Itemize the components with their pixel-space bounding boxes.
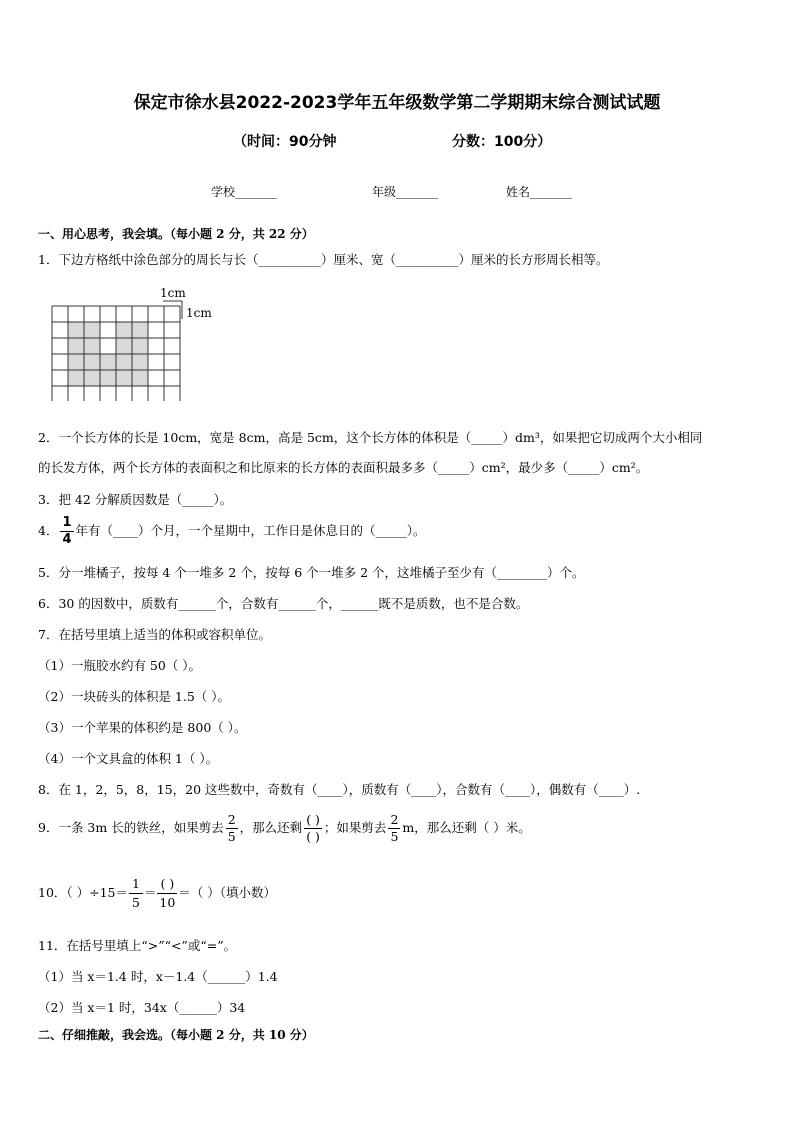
shaded-cell [132, 370, 148, 386]
q10-fraction-1 [129, 875, 143, 912]
shaded-cell [132, 338, 148, 354]
shaded-cell [116, 370, 132, 386]
question-11: 11．在括号里填上“>”“<”或“=”。 [38, 938, 237, 953]
shaded-cell [132, 354, 148, 370]
q9-part-4: m，那么还剩（ ）米。 [402, 820, 531, 835]
shaded-cell [116, 338, 132, 354]
q9-fraction-2 [388, 812, 400, 845]
q9-fraction-blank-num: ( ) [306, 812, 320, 827]
question-6: 6．30 的因数中，质数有______个，合数有______个，______既不是质数，也不是合数。 [38, 596, 529, 611]
shaded-cell [68, 370, 84, 386]
question-10 [38, 875, 276, 912]
question-11-item-2: （2）当 x＝1 时，34x（______）34 [38, 1000, 246, 1015]
exam-time: （时间：90分钟 [233, 134, 337, 150]
shaded-cell [100, 354, 116, 370]
grid-figure [51, 305, 191, 401]
page-title: 保定市徐水县2022-2023学年五年级数学第二学期期末综合测试试题 [133, 93, 661, 113]
shaded-cell [116, 354, 132, 370]
shaded-cell [132, 322, 148, 338]
q10-fraction-1-num: 1 [129, 875, 143, 894]
shaded-cell [100, 370, 116, 386]
q10-fraction-2-num: ( ) [157, 875, 177, 894]
shaded-cell [116, 322, 132, 338]
shaded-cell [84, 322, 100, 338]
fraction-quarter [60, 515, 73, 548]
q10-part-2: ＝（ ）（填小数） [178, 885, 276, 900]
q10-equals: ＝ [143, 885, 157, 900]
shaded-cell [84, 338, 100, 354]
question-7-item-4: （4）一个文具盒的体积 1（ ）。 [38, 751, 219, 766]
q10-part-1: 10．（ ）÷15＝ [38, 885, 129, 900]
q9-fraction-blank [304, 812, 322, 845]
shaded-cell [68, 354, 84, 370]
school-field: 学校_______ [211, 185, 278, 199]
question-8: 8．在 1，2，5，8，15，20 这些数中，奇数有（____），质数有（____），合数有（____），偶数有（____）. [38, 782, 641, 797]
q9-fraction-2-den: 5 [390, 829, 399, 844]
question-5: 5．分一堆橘子，按每 4 个一堆多 2 个，按每 6 个一堆多 2 个，这堆橘子至少有（________）个。 [38, 565, 585, 580]
q9-fraction-1-den: 5 [227, 829, 236, 844]
question-9 [38, 812, 531, 845]
q9-fraction-2-num: 2 [390, 812, 399, 827]
q9-fraction-1-num: 2 [227, 812, 236, 827]
q9-fraction-blank-den: ( ) [306, 829, 320, 844]
q10-fraction-1-den: 5 [132, 895, 140, 910]
shaded-cell [68, 338, 84, 354]
q4-prefix: 4． [38, 523, 59, 538]
section-2-heading: 二、仔细推敲，我会选。（每小题 2 分，共 10 分） [38, 1028, 314, 1042]
label-1cm-top: 1cm [160, 286, 186, 300]
q10-fraction-2-den: 10 [159, 895, 176, 910]
shaded-cell [68, 322, 84, 338]
q9-part-1: 9．一条 3m 长的铁丝，如果剪去 [38, 820, 224, 835]
grid-lines [52, 306, 180, 401]
question-1: 1．下边方格纸中涂色部分的周长与长（__________）厘米、宽（__________）厘米的长方形周长相等。 [38, 252, 609, 267]
question-7-item-2: （2）一块砖头的体积是 1.5（ ）。 [38, 689, 231, 704]
name-field: 姓名_______ [506, 185, 573, 199]
question-4 [38, 515, 426, 548]
q9-part-2: ，那么还剩 [239, 820, 303, 835]
q4-text: 年有（____）个月，一个星期中，工作日是休息日的（_____）。 [75, 523, 426, 538]
exam-score: 分数：100分） [452, 134, 552, 150]
fraction-numerator: 1 [62, 515, 72, 530]
question-2-line-1: 2．一个长方体的长是 10cm，宽是 8cm，高是 5cm，这个长方体的体积是（_____）dm³，如果把它切成两个大小相同 [38, 430, 703, 445]
question-11-item-1: （1）当 x＝1.4 时，x－1.4（______）1.4 [38, 969, 278, 984]
shaded-cell [84, 354, 100, 370]
q9-part-3: ；如果剪去 [323, 820, 387, 835]
question-2-line-2: 的长发方体，两个长方体的表面积之和比原来的长方体的表面积最多多（_____）cm²，最少多（_____）cm²。 [38, 460, 649, 475]
question-7-item-1: （1）一瓶胶水约有 50（ ）。 [38, 658, 202, 673]
q9-fraction-1 [226, 812, 238, 845]
shaded-cell [84, 370, 100, 386]
q10-fraction-2 [157, 875, 177, 912]
section-1-heading: 一、用心思考，我会填。（每小题 2 分，共 22 分） [38, 227, 314, 241]
question-7-item-3: （3）一个苹果的体积约是 800（ ）。 [38, 720, 247, 735]
fraction-denominator: 4 [62, 532, 72, 547]
question-7: 7．在括号里填上适当的体积或容积单位。 [38, 627, 271, 642]
label-1cm-right: 1cm [186, 306, 212, 320]
question-3: 3．把 42 分解质因数是（_____）。 [38, 492, 233, 507]
grade-field: 年级_______ [372, 185, 439, 199]
